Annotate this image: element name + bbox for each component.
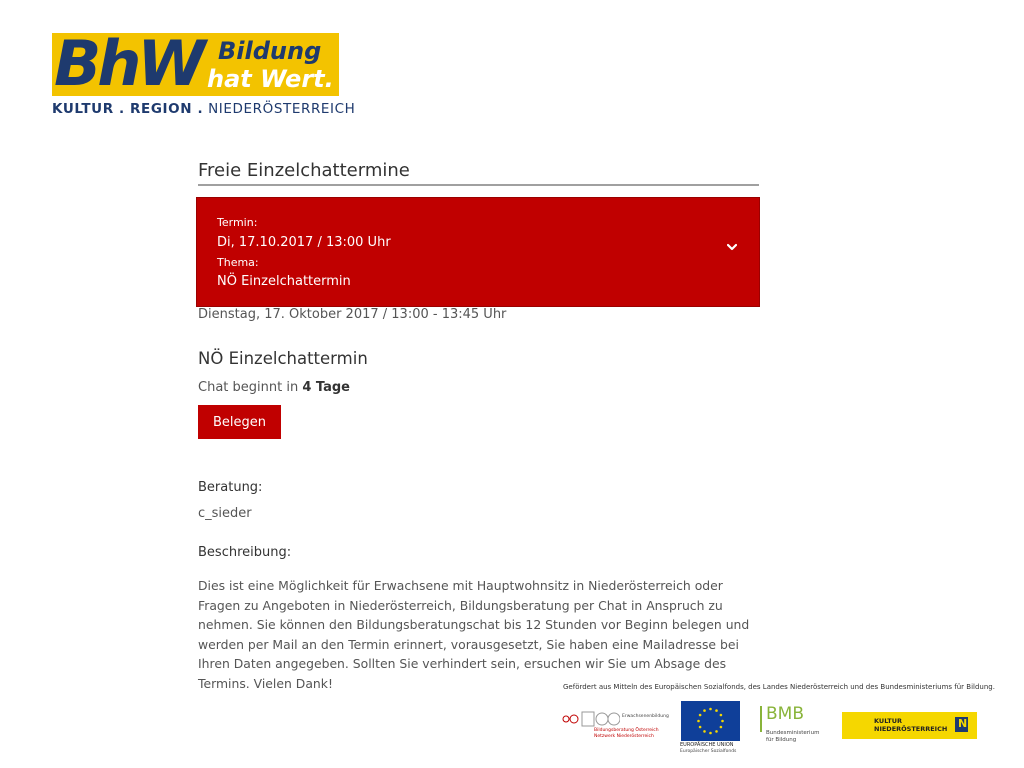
kn-caption-line-1: KULTUR [874,717,902,725]
bmb-caption-line-1: Bundesministerium [766,730,820,736]
event-datetime: Dienstag, 17. Oktober 2017 / 13:00 - 13:45 Uhr [198,307,507,322]
kn-badge-letter: N [958,717,968,730]
chevron-down-icon[interactable] [727,242,737,252]
bmb-caption [766,730,819,744]
appointment-accordion[interactable] [196,197,760,307]
event-title: NÖ Einzelchattermin [198,349,368,368]
countdown-value: 4 Tage [302,380,350,395]
erwachsenenbildung-logo [560,706,668,742]
logo-mark: BhW [54,27,202,100]
bmb-mark: BMB [766,704,804,724]
appointment-topic-label: Thema: [217,256,259,269]
eu-flag [681,701,740,741]
logo-line-1: Bildung [218,37,322,65]
network-icon [560,708,620,730]
bmb-bar [760,706,762,732]
title-divider [198,184,759,186]
logo-subtitle-rest: NIEDERÖSTERREICH [203,101,356,117]
logo-subtitle [52,101,355,117]
appointment-date-value: Di, 17.10.2017 / 13:00 Uhr [217,235,391,250]
kn-caption [874,717,947,733]
eu-caption: EUROPÄISCHE UNION [680,742,734,748]
eu-stars-icon [681,701,740,741]
kn-caption-line-2: NIEDERÖSTERREICH [874,725,948,733]
description-label: Beschreibung: [198,545,292,560]
bmb-caption-line-2: für Bildung [766,737,797,743]
logo-subtitle-bold: KULTUR . REGION . [52,101,204,117]
description-text: Dies ist eine Möglichkeit für Erwachsene mit Hauptwohnsitz in Niederösterreich oder Fragen zu Angeboten in Niederösterreich, Bildungsberatung per Chat in Anspruch zu nehmen. Sie können den Bildungsberatungschat bis 12 Stunden vor Beginn belegen und werden per Mail an den Termin erinnert, vorausgesetzt, Sie haben eine Mailadresse bei Ihren Daten angegeben. Sollten Sie verhindert sein, ersuchen wir Sie um Absage des Termins. Vielen Dank! [198,578,750,691]
advisor-label: Beratung: [198,480,263,495]
eb-caption [594,728,659,740]
bmb-logo [760,704,840,748]
kultur-noe-logo [842,712,977,739]
section-title: Freie Einzelchattermine [198,160,410,181]
countdown-prefix: Chat beginnt in [198,380,303,395]
advisor-value: c_sieder [198,506,252,521]
funding-notice: Gefördert aus Mitteln des Europäischen Sozialfonds, des Landes Niederösterreich und des Bundesministeriums für Bildung. [563,683,995,691]
logo-line-2: hat Wert. [207,65,334,93]
eu-subcaption: Europäischer Sozialfonds [680,749,737,754]
bhw-logo[interactable] [52,27,356,119]
eb-title: Erwachsenenbildung [622,714,669,719]
book-button[interactable]: Belegen [198,405,281,439]
eb-caption-line-1: Bildungsberatung Österreich [594,728,659,733]
chat-countdown [198,380,350,395]
eb-caption-line-2: Netzwerk Niederösterreich [594,734,654,739]
appointment-topic-value: NÖ Einzelchattermin [217,274,351,289]
appointment-date-label: Termin: [217,216,258,229]
eu-logo [680,700,742,756]
